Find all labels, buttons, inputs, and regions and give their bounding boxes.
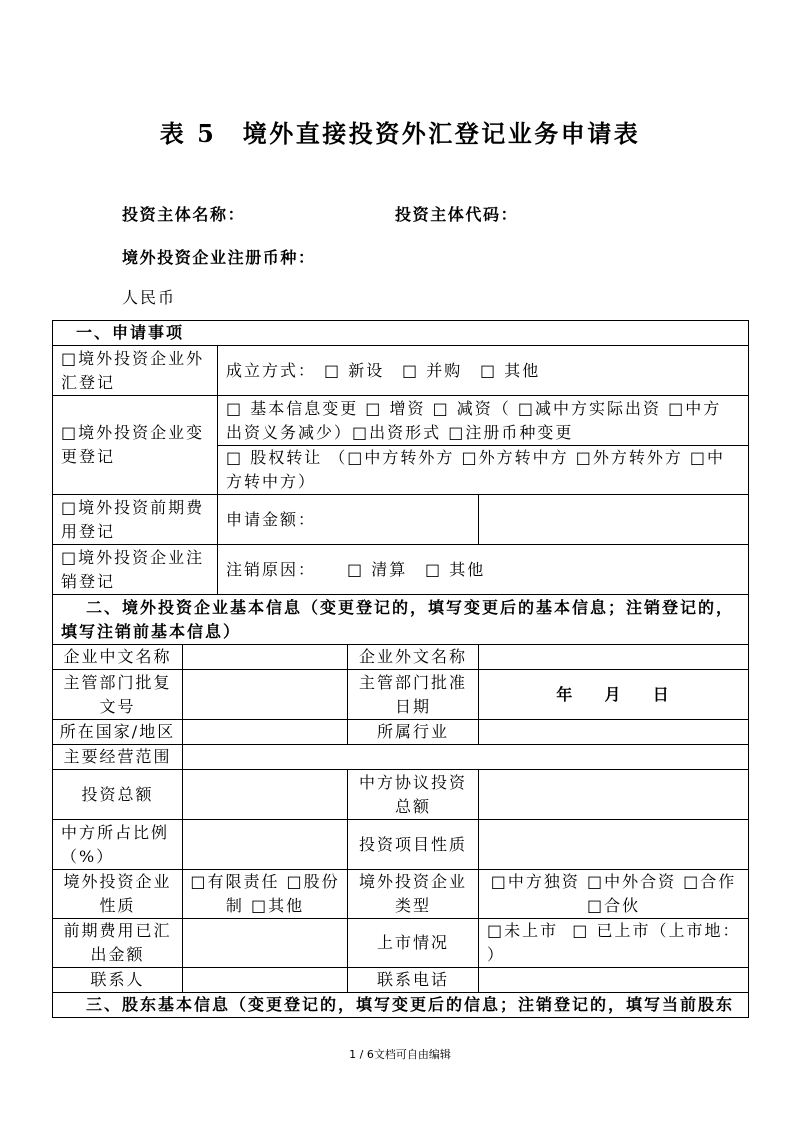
country-industry-row xyxy=(53,720,749,745)
chinese-share-label-line: 中方所占比例 xyxy=(61,822,170,842)
fx-registration-label-cell xyxy=(53,346,218,396)
cancellation-row xyxy=(53,545,749,595)
enterprise-type-options-line: □中方独资 □中外合资 □合作 xyxy=(490,872,737,891)
section2-heading-cell xyxy=(53,595,749,645)
enterprise-nature-options-cell xyxy=(183,870,348,919)
application-form-table xyxy=(52,320,749,1018)
enterprise-type-options-line: □合伙 xyxy=(586,896,641,915)
enterprise-nature-label-line: 性质 xyxy=(99,896,136,915)
share-project-row xyxy=(53,820,749,870)
form-title: 表 5 境外直接投资外汇登记业务申请表 xyxy=(159,119,641,148)
approval-doc-no-value-cell xyxy=(183,670,348,720)
option-merger-acquisition: □ 并购 xyxy=(402,360,463,380)
cancellation-label-line: 销登记 xyxy=(61,571,116,591)
approval-date-value-cell xyxy=(479,670,749,720)
approval-date-label-line: 主管部门批准 xyxy=(358,672,467,692)
enterprise-type-label-line: 境外投资企业 xyxy=(358,872,467,891)
approval-doc-no-label-line: 文号 xyxy=(99,696,136,716)
business-scope-row xyxy=(53,745,749,770)
total-investment-label-cell xyxy=(53,770,183,820)
section1-heading-row xyxy=(53,321,749,346)
cancellation-label-line: □境外投资企业注 xyxy=(61,547,205,567)
enterprise-nature-type-row xyxy=(53,870,749,919)
section2-heading-row xyxy=(53,595,749,645)
country-label-cell xyxy=(53,720,183,745)
business-scope-label-cell xyxy=(53,745,183,770)
basic-change-options-line: 出资义务减少）□出资形式 □注册币种变更 xyxy=(226,422,574,442)
investment-amount-row xyxy=(53,770,749,820)
chinese-name-label: 企业中文名称 xyxy=(63,647,172,666)
contact-row xyxy=(53,968,749,993)
approval-date-label-line: 日期 xyxy=(394,696,431,716)
change-registration-label-line: 更登记 xyxy=(61,447,116,466)
basic-change-options-line: □ 基本信息变更 □ 增资 □ 减资（ □减中方实际出资 □中方 xyxy=(226,398,722,418)
basic-change-options-cell xyxy=(218,396,749,446)
business-scope-value-cell xyxy=(183,745,749,770)
contact-person-label-cell xyxy=(53,968,183,993)
remitted-expense-label-line: 出金额 xyxy=(90,945,145,964)
enterprise-nature-options-line: □有限责任 □股份 xyxy=(190,872,340,891)
investor-name-label: 投资主体名称： xyxy=(122,205,246,224)
fx-registration-label-line: □境外投资企业外 xyxy=(61,348,205,368)
remitted-expense-value-cell xyxy=(183,919,348,968)
option-other-reason: □ 其他 xyxy=(425,559,486,579)
country-label: 所在国家/地区 xyxy=(59,722,176,741)
listing-label: 上市情况 xyxy=(376,933,449,952)
page-footer: 1 / 6文档可自由编辑 xyxy=(349,1048,451,1061)
chinese-share-label-line: （%） xyxy=(61,846,115,866)
change-registration-label-cell xyxy=(53,396,218,495)
enterprise-type-options-cell xyxy=(479,870,749,919)
foreign-name-value-cell xyxy=(479,645,749,670)
fx-registration-label-line: 汇登记 xyxy=(61,372,116,392)
investor-code-label: 投资主体代码： xyxy=(395,205,519,224)
section1-heading-cell xyxy=(53,321,749,346)
chinese-share-label-cell xyxy=(53,820,183,870)
registered-currency-label: 境外投资企业注册币种： xyxy=(122,248,316,267)
preliminary-expense-label-cell xyxy=(53,495,218,545)
establishment-method-label: 成立方式： xyxy=(226,360,317,380)
option-other-method: □ 其他 xyxy=(480,360,541,380)
chinese-name-label-cell xyxy=(53,645,183,670)
preliminary-expense-row xyxy=(53,495,749,545)
section3-heading-cell xyxy=(53,993,749,1018)
remitted-expense-label-cell xyxy=(53,919,183,968)
approval-doc-no-label-cell xyxy=(53,670,183,720)
project-nature-value-cell xyxy=(479,820,749,870)
section3-heading-row xyxy=(53,993,749,1018)
option-new-establishment: □ 新设 xyxy=(324,360,385,380)
approval-date-label-cell xyxy=(348,670,479,720)
establishment-method-cell xyxy=(218,346,749,396)
chinese-agreed-investment-label-line: 总额 xyxy=(394,796,431,816)
remitted-expense-label-line: 前期费用已汇 xyxy=(63,921,172,940)
contact-phone-value-cell xyxy=(479,968,749,993)
chinese-agreed-investment-label-cell xyxy=(348,770,479,820)
approval-row xyxy=(53,670,749,720)
industry-label: 所属行业 xyxy=(376,722,449,741)
contact-person-value-cell xyxy=(183,968,348,993)
approval-date-value: 年 月 日 xyxy=(556,684,671,704)
chinese-name-value-cell xyxy=(183,645,348,670)
listing-options-line: ） xyxy=(487,945,506,964)
foreign-name-label: 企业外文名称 xyxy=(358,647,467,666)
enterprise-nature-options-line: 制 □其他 xyxy=(225,896,305,915)
listing-options-line: □未上市 □ 已上市（上市地： xyxy=(487,921,741,940)
total-investment-label: 投资总额 xyxy=(81,784,154,804)
registered-currency-value: 人民币 xyxy=(122,288,177,307)
chinese-agreed-investment-label-line: 中方协议投资 xyxy=(358,772,467,792)
total-investment-value-cell xyxy=(183,770,348,820)
preliminary-expense-label-line: 用登记 xyxy=(61,521,116,541)
industry-label-cell xyxy=(348,720,479,745)
contact-phone-label: 联系电话 xyxy=(376,970,449,989)
foreign-name-label-cell xyxy=(348,645,479,670)
remitted-listing-row xyxy=(53,919,749,968)
project-nature-label-cell xyxy=(348,820,479,870)
section3-heading: 三、股东基本信息（变更登记的，填写变更后的信息；注销登记的，填写当前股东 xyxy=(86,995,735,1014)
section1-heading: 一、申请事项 xyxy=(76,323,185,342)
enterprise-nature-label-line: 境外投资企业 xyxy=(63,872,172,891)
business-scope-label: 主要经营范围 xyxy=(63,747,172,766)
chinese-share-value-cell xyxy=(183,820,348,870)
enterprise-type-label-cell xyxy=(348,870,479,919)
cancellation-reason-cell xyxy=(218,545,749,595)
contact-person-label: 联系人 xyxy=(90,970,145,989)
industry-value-cell xyxy=(479,720,749,745)
enterprise-nature-label-cell xyxy=(53,870,183,919)
cancellation-reason-label: 注销原因： xyxy=(226,559,317,579)
equity-transfer-options-line: 方转中方） xyxy=(226,472,317,491)
cancellation-label-cell xyxy=(53,545,218,595)
equity-transfer-options-cell xyxy=(218,446,749,495)
section2-heading-line: 填写注销前基本信息） xyxy=(61,621,242,641)
equity-transfer-options-line: □ 股权转让 （□中方转外方 □外方转中方 □外方转外方 □中 xyxy=(226,448,726,467)
project-nature-label: 投资项目性质 xyxy=(358,834,467,854)
preliminary-expense-label-line: □境外投资前期费 xyxy=(61,497,205,517)
application-amount-label: 申请金额： xyxy=(226,509,317,529)
application-amount-cell xyxy=(218,495,479,545)
contact-phone-label-cell xyxy=(348,968,479,993)
enterprise-type-label-line: 类型 xyxy=(394,896,431,915)
chinese-agreed-investment-value-cell xyxy=(479,770,749,820)
section2-heading-line: 二、境外投资企业基本信息（变更登记的，填写变更后的基本信息；注销登记的， xyxy=(86,597,735,617)
fx-registration-row xyxy=(53,346,749,396)
application-amount-value-cell xyxy=(479,495,749,545)
listing-label-cell xyxy=(348,919,479,968)
enterprise-name-row xyxy=(53,645,749,670)
approval-doc-no-label-line: 主管部门批复 xyxy=(63,672,172,692)
option-liquidation: □ 清算 xyxy=(347,559,408,579)
country-value-cell xyxy=(183,720,348,745)
change-registration-label-line: □境外投资企业变 xyxy=(61,423,205,442)
listing-options-cell xyxy=(479,919,749,968)
change-registration-row xyxy=(53,396,749,446)
